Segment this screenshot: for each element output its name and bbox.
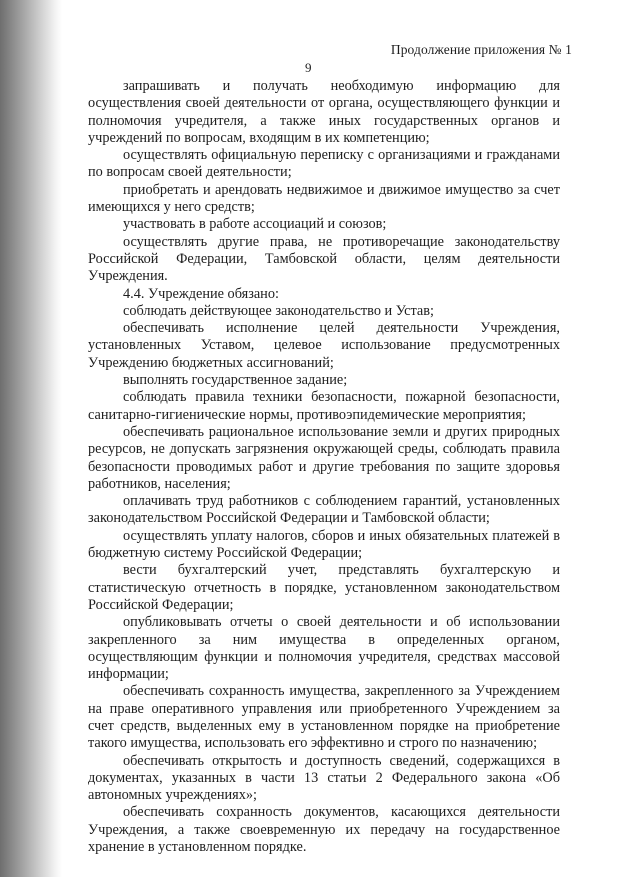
paragraph-official-correspondence: осуществлять официальную переписку с организациями и гражданами по вопросам своей деятельности; — [88, 147, 560, 181]
paragraph-safety-rules: соблюдать правила техники безопасности, пожарной безопасности, санитарно-гигиенические нормы, противоэпидемические мероприятия; — [88, 389, 560, 423]
paragraph-ensure-goals: обеспечивать исполнение целей деятельности Учреждения, установленных Уставом, целевое использование предусмотренных Учреждению бюджетных ассигнований; — [88, 320, 560, 371]
paragraph-state-task: выполнять государственное задание; — [123, 372, 348, 389]
paragraph-natural-resources: обеспечивать рациональное использование земли и других природных ресурсов, не допускать загрязнения окружающей среды, соблюдать правила безопасности проводимых работ и другие требования по защите здоровья работников, населения; — [88, 423, 560, 492]
paragraph-openness: обеспечивать открытость и доступность сведений, содержащихся в документах, указанных в части 13 статьи 2 Федерального закона «Об автономных учреждениях»; — [88, 752, 560, 804]
section-heading-4-4: 4.4. Учреждение обязано: — [123, 285, 279, 302]
paragraph-acquire-property: приобретать и арендовать недвижимое и движимое имущество за счет имеющихся у него средств; — [88, 181, 560, 216]
scan-edge-shadow — [0, 0, 62, 877]
paragraph-accounting: вести бухгалтерский учет, представлять бухгалтерскую и статистическую отчетность в порядке, установленном законодательством Российской Федерации; — [88, 562, 560, 613]
document-body — [88, 78, 560, 856]
paragraph-comply-law: соблюдать действующее законодательство и Устав; — [123, 302, 435, 319]
paragraph-other-rights: осуществлять другие права, не противоречащие законодательству Российской Федерации, Тамбовской области, целям деятельности Учреждения. — [88, 233, 560, 285]
paragraph-documents-safety: обеспечивать сохранность документов, касающихся деятельности Учреждения, а также своевременную их передачу на государственное хранение в установленном порядке. — [88, 804, 560, 856]
page-number: 9 — [305, 60, 312, 75]
paragraph-request-information: запрашивать и получать необходимую информацию для осуществления своей деятельности от органа, осуществляющего функции и полномочия учредителя, а также иных государственных органов и учреждений по вопросам, входящим в их компетенцию; — [88, 78, 560, 146]
appendix-continuation-note: Продолжение приложения № 1 — [390, 42, 572, 57]
paragraph-associations: участвовать в работе ассоциаций и союзов; — [123, 216, 387, 233]
paragraph-pay-labor: оплачивать труд работников с соблюдением гарантий, установленных законодательством Российской Федерации и Тамбовской области; — [88, 493, 560, 527]
paragraph-publish-reports: опубликовывать отчеты о своей деятельности и об использовании закрепленного за ним имущества в определенных органом, осуществляющим функции и полномочия учредителя, средствах массовой информации; — [88, 614, 560, 683]
paragraph-pay-taxes: осуществлять уплату налогов, сборов и иных обязательных платежей в бюджетную систему Российской Федерации; — [88, 527, 560, 562]
paragraph-property-safety: обеспечивать сохранность имущества, закрепленного за Учреждением на праве оперативного управления или приобретенного Учреждением за счет средств, выделенных ему в установленном порядке на приобретение такого имущества, использовать его эффективно и строго по назначению; — [88, 683, 560, 752]
